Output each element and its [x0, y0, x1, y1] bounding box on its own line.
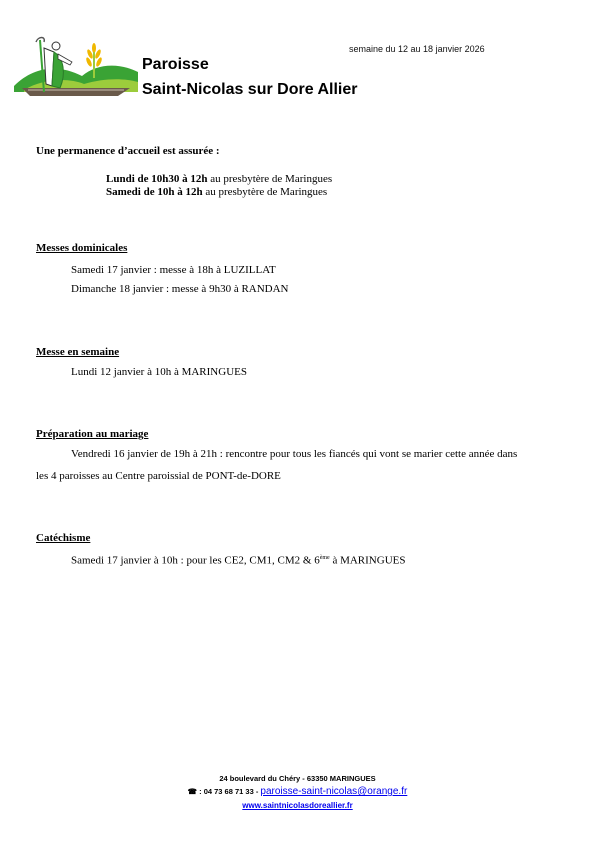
marriage-heading: Préparation au mariage: [36, 428, 149, 440]
reception-line-1-hours: Lundi de 10h30 à 12h: [106, 173, 208, 185]
weekday-mass-item: Lundi 12 janvier à 10h à MARINGUES: [71, 366, 247, 378]
catechism-heading: Catéchisme: [36, 532, 91, 544]
marriage-line-1: Vendredi 16 janvier de 19h à 21h : rencontre pour tous les fiancés qui vont se marier cette année dans: [71, 448, 518, 460]
logo-saint-boat-icon: [14, 34, 138, 102]
marriage-line-2: les 4 paroisses au Centre paroissial de PONT-de-DORE: [36, 470, 281, 482]
sunday-mass-item: Dimanche 18 janvier : messe à 9h30 à RANDAN: [71, 283, 289, 295]
catechism-text: Samedi 17 janvier à 10h : pour les CE2, CM1, CM2 & 6: [71, 554, 320, 567]
week-date: semaine du 12 au 18 janvier 2026: [349, 44, 485, 54]
catechism-line: [71, 552, 405, 568]
reception-line-1: [106, 173, 332, 186]
catechism-superscript: ème: [319, 555, 330, 561]
weekday-mass-heading: Messe en semaine: [36, 346, 120, 358]
footer-phone: : 04 73 68 71 33 -: [199, 787, 259, 796]
reception-line-2-place: au presbytère de Maringues: [202, 186, 328, 198]
reception-line-2: [106, 186, 327, 199]
parish-title-line2: Saint-Nicolas sur Dore Allier: [142, 81, 358, 98]
telephone-icon: ☎: [187, 787, 198, 796]
footer-email-link[interactable]: paroisse-saint-nicolas@orange.fr: [260, 786, 408, 797]
footer-website: [0, 799, 595, 813]
sunday-masses-heading: Messes dominicales: [36, 242, 128, 254]
footer-address: 24 boulevard du Chéry - 63350 MARINGUES: [219, 774, 376, 783]
catechism-place: à MARINGUES: [329, 554, 406, 567]
sunday-mass-item: Samedi 17 janvier : messe à 18h à LUZILLAT: [71, 264, 276, 276]
parish-title: [142, 52, 357, 102]
footer-website-link[interactable]: www.saintnicolasdoreallier.fr: [242, 801, 353, 810]
reception-line-2-hours: Samedi de 10h à 12h: [106, 186, 203, 198]
footer: [0, 773, 595, 813]
footer-contact: [0, 785, 595, 799]
reception-heading: Une permanence d’accueil est assurée :: [36, 145, 220, 157]
reception-line-1-place: au presbytère de Maringues: [207, 173, 333, 185]
parish-title-line1: Paroisse: [142, 56, 209, 73]
parish-logo: [14, 34, 138, 102]
